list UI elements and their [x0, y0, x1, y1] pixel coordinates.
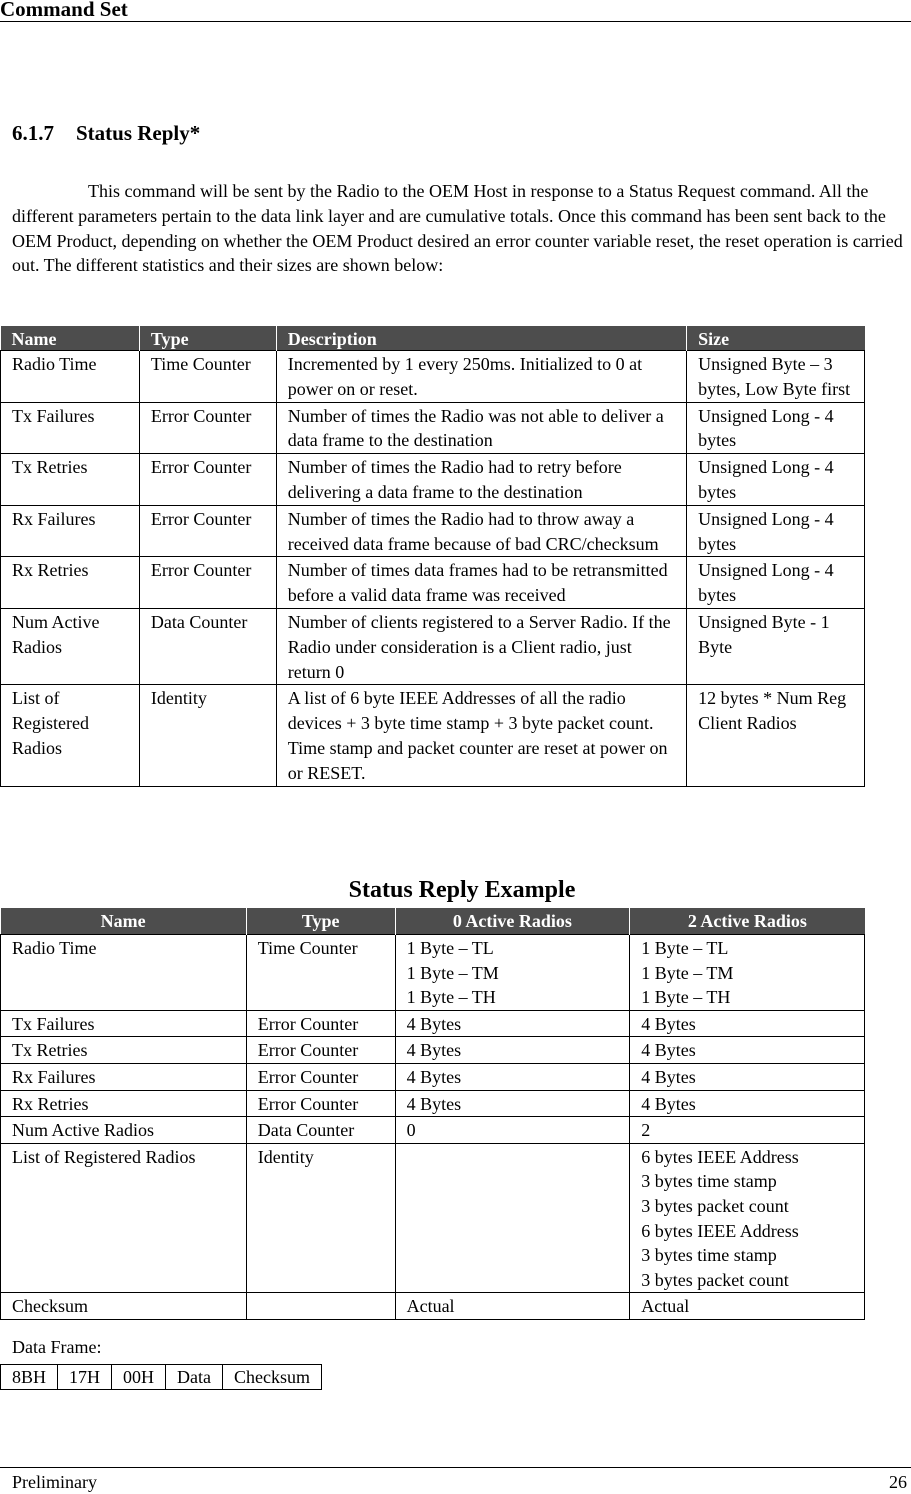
table-row	[1, 402, 865, 454]
data-frame-label: Data Frame:	[12, 1337, 102, 1357]
table-cell	[630, 1143, 865, 1293]
table-cell: Unsigned Byte – 3 bytes, Low Byte first	[687, 351, 865, 403]
table-cell: Error Counter	[139, 505, 276, 557]
frame-cell: Checksum	[223, 1365, 322, 1390]
table-cell: Num Active Radios	[1, 608, 140, 684]
page-header	[0, 0, 911, 22]
table-cell: 4 Bytes	[395, 1063, 630, 1090]
table-cell: Number of times data frames had to be retransmitted before a valid data frame was received	[276, 557, 686, 609]
cell-line: 1 Byte – TM	[641, 962, 734, 983]
header-cell: 2 Active Radios	[630, 908, 865, 935]
table-cell: 12 bytes * Num Reg Client Radios	[687, 685, 865, 786]
table-cell: Number of clients registered to a Server Radio. If the Radio under consideration is a Client radio, just return 0	[276, 608, 686, 684]
table-row	[1, 1063, 865, 1090]
cell-line: 1 Byte – TL	[406, 938, 494, 958]
table-cell: Rx Retries	[1, 1090, 247, 1117]
cell-line: 3 bytes packet count	[641, 1195, 789, 1216]
header-cell: Name	[1, 326, 140, 351]
cell-line: 3 bytes time stamp	[641, 1171, 777, 1192]
cell-line: 1 Byte – TL	[641, 938, 729, 958]
header-cell: Name	[1, 908, 247, 935]
table-cell: Radio Time	[1, 935, 247, 1011]
intro-text: This command will be sent by the Radio to the OEM Host in response to a Status Request command. All the different parameters pertain to the data link layer and are cumulative totals. Once this command has been sent back to the OEM Product, depending on whether the OEM Product desired an error counter variable reset, the reset operation is carried out. The different statistics and their sizes are shown below:	[12, 181, 903, 276]
frame-cell: Data	[166, 1365, 223, 1390]
table-cell: List of Registered Radios	[1, 1143, 247, 1293]
table-row	[1, 557, 865, 609]
header-title: Command Set	[0, 0, 128, 21]
frame-cell: 17H	[58, 1365, 112, 1390]
example-table	[0, 908, 865, 1320]
table-cell	[630, 935, 865, 1011]
table-cell: Identity	[246, 1143, 395, 1293]
cell-line: 3 bytes packet count	[641, 1269, 789, 1290]
table-cell	[395, 935, 630, 1011]
table-row	[1, 1143, 865, 1293]
table-cell: Error Counter	[246, 1063, 395, 1090]
table-row	[1, 505, 865, 557]
data-frame-table	[0, 1364, 322, 1390]
table-row	[1, 1010, 865, 1037]
table-row	[1, 935, 865, 1011]
table-cell: Tx Failures	[1, 1010, 247, 1037]
table-cell: Unsigned Long - 4 bytes	[687, 454, 865, 506]
cell-line: 6 bytes IEEE Address	[641, 1146, 799, 1167]
table-cell: 2	[630, 1117, 865, 1144]
page-footer	[0, 1467, 911, 1492]
table-cell: Data Counter	[246, 1117, 395, 1144]
table-cell: List of Registered Radios	[1, 685, 140, 786]
table-cell: 4 Bytes	[630, 1090, 865, 1117]
statistics-table	[0, 326, 865, 787]
table-cell: 4 Bytes	[630, 1010, 865, 1037]
page-number: 26	[889, 1472, 907, 1492]
table-cell: Number of times the Radio had to retry before delivering a data frame to the destination	[276, 454, 686, 506]
table-cell: Number of times the Radio had to throw away a received data frame because of bad CRC/checksum	[276, 505, 686, 557]
table-cell: Time Counter	[246, 935, 395, 1011]
table-cell: Data Counter	[139, 608, 276, 684]
example-caption: Status Reply Example	[348, 877, 576, 903]
table-cell: Rx Failures	[1, 1063, 247, 1090]
table-row	[1, 1293, 865, 1320]
example-table-header	[1, 908, 865, 935]
table-cell: Identity	[139, 685, 276, 786]
table-cell	[395, 1143, 630, 1293]
header-cell: Description	[276, 326, 686, 351]
cell-line: 1 Byte – TH	[406, 987, 496, 1008]
table-cell: Error Counter	[246, 1037, 395, 1064]
table-cell: Incremented by 1 every 250ms. Initialized to 0 at power on or reset.	[276, 351, 686, 403]
table-cell: 4 Bytes	[630, 1037, 865, 1064]
table-cell: Radio Time	[1, 351, 140, 403]
table-cell: 0	[395, 1117, 630, 1144]
table-cell: Number of times the Radio was not able to deliver a data frame to the destination	[276, 402, 686, 454]
table-cell: 4 Bytes	[395, 1090, 630, 1117]
table-cell: 4 Bytes	[395, 1010, 630, 1037]
table-cell: A list of 6 byte IEEE Addresses of all the radio devices + 3 byte time stamp + 3 byte packet count. Time stamp and packet counter are reset at power on or RESET.	[276, 685, 686, 786]
table-cell: Error Counter	[139, 402, 276, 454]
frame-cell: 00H	[112, 1365, 166, 1390]
header-cell: Type	[246, 908, 395, 935]
table-cell: Error Counter	[246, 1090, 395, 1117]
table-cell: Checksum	[1, 1293, 247, 1320]
footer-label: Preliminary	[12, 1472, 97, 1492]
table-cell: 4 Bytes	[630, 1063, 865, 1090]
cell-line: 1 Byte – TH	[641, 987, 731, 1008]
table-row	[1, 454, 865, 506]
header-cell: 0 Active Radios	[395, 908, 630, 935]
header-cell: Type	[139, 326, 276, 351]
table-row	[1, 351, 865, 403]
intro-paragraph	[12, 179, 911, 278]
table-cell: Rx Retries	[1, 557, 140, 609]
table-row	[1, 1090, 865, 1117]
table-cell: Unsigned Long - 4 bytes	[687, 557, 865, 609]
header-cell: Size	[687, 326, 865, 351]
table-row	[1, 685, 865, 786]
frame-cell: 8BH	[1, 1365, 58, 1390]
table-cell	[246, 1293, 395, 1320]
table-cell: Error Counter	[139, 454, 276, 506]
section-title: Status Reply*	[76, 121, 201, 145]
cell-line: 6 bytes IEEE Address	[641, 1220, 799, 1241]
cell-line: 1 Byte – TM	[406, 962, 499, 983]
table-cell: Unsigned Long - 4 bytes	[687, 402, 865, 454]
table-cell: Error Counter	[246, 1010, 395, 1037]
table-cell: Time Counter	[139, 351, 276, 403]
table-cell: Unsigned Byte - 1 Byte	[687, 608, 865, 684]
section-heading	[12, 121, 200, 146]
cell-line: 3 bytes time stamp	[641, 1245, 777, 1266]
table-row	[1, 1117, 865, 1144]
table-cell: Actual	[395, 1293, 630, 1320]
table-row	[1, 608, 865, 684]
table-cell: Rx Failures	[1, 505, 140, 557]
table-cell: Tx Retries	[1, 454, 140, 506]
table-cell: Num Active Radios	[1, 1117, 247, 1144]
data-frame-row	[1, 1365, 322, 1390]
section-number: 6.1.7	[12, 121, 54, 145]
statistics-table-header	[1, 326, 865, 351]
table-cell: Actual	[630, 1293, 865, 1320]
table-cell: Tx Failures	[1, 402, 140, 454]
table-cell: Tx Retries	[1, 1037, 247, 1064]
table-cell: Unsigned Long - 4 bytes	[687, 505, 865, 557]
table-cell: Error Counter	[139, 557, 276, 609]
table-cell: 4 Bytes	[395, 1037, 630, 1064]
table-row	[1, 1037, 865, 1064]
